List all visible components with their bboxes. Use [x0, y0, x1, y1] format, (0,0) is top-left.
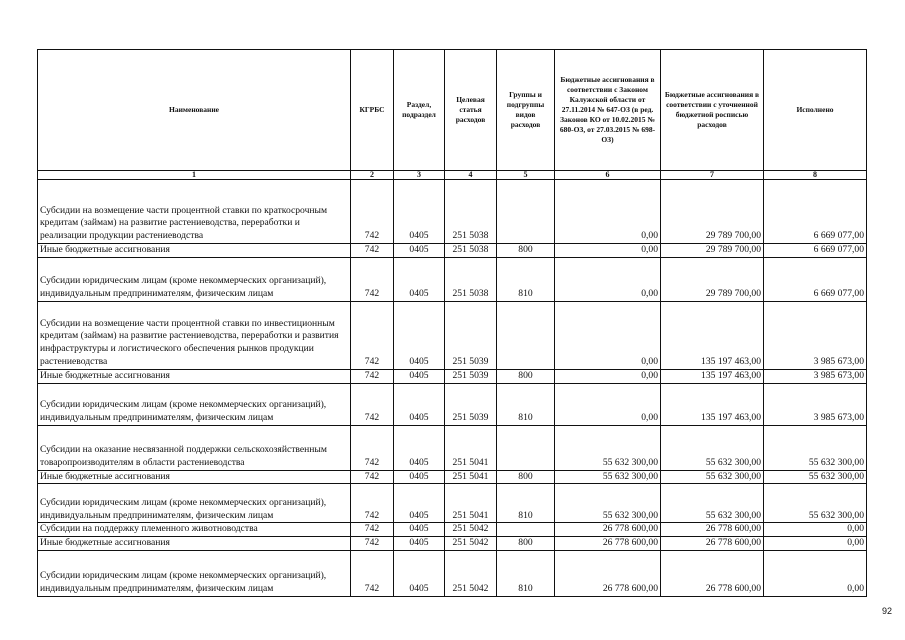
row-executed-amount: 55 632 300,00 — [764, 425, 867, 470]
row-executed-amount: 3 985 673,00 — [764, 369, 867, 383]
table-row — [38, 257, 867, 301]
row-executed-amount: 55 632 300,00 — [764, 470, 867, 484]
row-refined-amount: 26 778 600,00 — [661, 523, 764, 537]
row-name: Субсидии на поддержку племенного животноводства — [38, 523, 351, 537]
row-name: Субсидии юридическим лицам (кроме некоммерческих организаций), индивидуальным предпринимателям, физическим лицам — [38, 550, 351, 596]
row-section: 0405 — [394, 484, 445, 523]
row-target: 251 5038 — [445, 180, 497, 244]
table-row — [38, 301, 867, 369]
header-target: Целевая статья расходов — [445, 50, 497, 171]
row-executed-amount: 0,00 — [764, 550, 867, 596]
row-kgrbs: 742 — [351, 383, 394, 425]
row-group: 810 — [497, 383, 555, 425]
row-law-amount: 26 778 600,00 — [555, 550, 661, 596]
header-groups: Группы и подгруппы видов расходов — [497, 50, 555, 171]
row-law-amount: 55 632 300,00 — [555, 484, 661, 523]
row-refined-amount: 29 789 700,00 — [661, 244, 764, 258]
table-row — [38, 425, 867, 470]
row-section: 0405 — [394, 550, 445, 596]
table-row — [38, 369, 867, 383]
row-name: Иные бюджетные ассигнования — [38, 244, 351, 258]
row-name: Субсидии на оказание несвязанной поддержки сельскохозяйственным товаропроизводителям в области растениеводства — [38, 425, 351, 470]
row-executed-amount: 6 669 077,00 — [764, 257, 867, 301]
column-number-row — [38, 171, 867, 180]
header-executed: Исполнено — [764, 50, 867, 171]
row-target: 251 5041 — [445, 425, 497, 470]
row-executed-amount: 3 985 673,00 — [764, 301, 867, 369]
row-group: 800 — [497, 244, 555, 258]
row-target: 251 5039 — [445, 383, 497, 425]
row-refined-amount: 29 789 700,00 — [661, 257, 764, 301]
row-group — [497, 301, 555, 369]
header-section: Раздел, подраздел — [394, 50, 445, 171]
row-law-amount: 26 778 600,00 — [555, 523, 661, 537]
table-row — [38, 550, 867, 596]
row-section: 0405 — [394, 425, 445, 470]
column-number: 4 — [445, 171, 497, 180]
row-group: 810 — [497, 257, 555, 301]
row-section: 0405 — [394, 470, 445, 484]
row-section: 0405 — [394, 301, 445, 369]
column-number: 3 — [394, 171, 445, 180]
row-law-amount: 0,00 — [555, 383, 661, 425]
row-kgrbs: 742 — [351, 244, 394, 258]
row-refined-amount: 55 632 300,00 — [661, 425, 764, 470]
table-row — [38, 523, 867, 537]
table-row — [38, 470, 867, 484]
row-kgrbs: 742 — [351, 523, 394, 537]
row-refined-amount: 29 789 700,00 — [661, 180, 764, 244]
row-law-amount: 0,00 — [555, 369, 661, 383]
row-section: 0405 — [394, 523, 445, 537]
row-name: Иные бюджетные ассигнования — [38, 369, 351, 383]
row-kgrbs: 742 — [351, 484, 394, 523]
row-law-amount: 0,00 — [555, 244, 661, 258]
row-target: 251 5041 — [445, 470, 497, 484]
row-law-amount: 26 778 600,00 — [555, 537, 661, 551]
table-row — [38, 244, 867, 258]
row-refined-amount: 135 197 463,00 — [661, 369, 764, 383]
row-target: 251 5041 — [445, 484, 497, 523]
row-name: Субсидии юридическим лицам (кроме некоммерческих организаций), индивидуальным предпринимателям, физическим лицам — [38, 484, 351, 523]
row-refined-amount: 26 778 600,00 — [661, 550, 764, 596]
row-group: 810 — [497, 484, 555, 523]
header-row — [38, 50, 867, 171]
row-executed-amount: 0,00 — [764, 523, 867, 537]
row-target: 251 5042 — [445, 523, 497, 537]
column-number: 1 — [38, 171, 351, 180]
row-target: 251 5039 — [445, 301, 497, 369]
page-number: 92 — [882, 606, 893, 616]
row-kgrbs: 742 — [351, 550, 394, 596]
row-law-amount: 0,00 — [555, 180, 661, 244]
row-refined-amount: 55 632 300,00 — [661, 484, 764, 523]
row-executed-amount: 6 669 077,00 — [764, 180, 867, 244]
row-section: 0405 — [394, 369, 445, 383]
row-kgrbs: 742 — [351, 257, 394, 301]
row-kgrbs: 742 — [351, 180, 394, 244]
table-row — [38, 537, 867, 551]
column-number: 6 — [555, 171, 661, 180]
row-target: 251 5042 — [445, 537, 497, 551]
row-executed-amount: 3 985 673,00 — [764, 383, 867, 425]
row-law-amount: 55 632 300,00 — [555, 470, 661, 484]
header-kgrbs: КГРБС — [351, 50, 394, 171]
row-target: 251 5038 — [445, 257, 497, 301]
row-section: 0405 — [394, 180, 445, 244]
column-number: 5 — [497, 171, 555, 180]
row-name: Иные бюджетные ассигнования — [38, 537, 351, 551]
row-kgrbs: 742 — [351, 470, 394, 484]
header-law: Бюджетные ассигнования в соответствии с Законом Калужской области от 27.11.2014 № 647-ОЗ (в ред. Законов КО от 10.02.2015 № 680-ОЗ, от 27.03.2015 № 698-ОЗ) — [555, 50, 661, 171]
budget-table — [37, 49, 867, 597]
table-row — [38, 383, 867, 425]
row-target: 251 5039 — [445, 369, 497, 383]
row-law-amount: 0,00 — [555, 301, 661, 369]
row-law-amount: 55 632 300,00 — [555, 425, 661, 470]
row-refined-amount: 55 632 300,00 — [661, 470, 764, 484]
table-row — [38, 180, 867, 244]
column-number: 2 — [351, 171, 394, 180]
header-name: Наименование — [38, 50, 351, 171]
row-group — [497, 425, 555, 470]
table-row — [38, 484, 867, 523]
row-executed-amount: 55 632 300,00 — [764, 484, 867, 523]
row-group — [497, 180, 555, 244]
row-refined-amount: 135 197 463,00 — [661, 301, 764, 369]
row-section: 0405 — [394, 244, 445, 258]
row-section: 0405 — [394, 257, 445, 301]
row-group: 800 — [497, 537, 555, 551]
row-refined-amount: 26 778 600,00 — [661, 537, 764, 551]
row-name: Субсидии юридическим лицам (кроме некоммерческих организаций), индивидуальным предпринимателям, физическим лицам — [38, 257, 351, 301]
row-law-amount: 0,00 — [555, 257, 661, 301]
row-kgrbs: 742 — [351, 369, 394, 383]
row-kgrbs: 742 — [351, 425, 394, 470]
column-number: 7 — [661, 171, 764, 180]
row-group: 800 — [497, 369, 555, 383]
row-refined-amount: 135 197 463,00 — [661, 383, 764, 425]
row-name: Субсидии на возмещение части процентной ставки по инвестиционным кредитам (займам) на развитие растениеводства, переработки и развития инфраструктуры и логистического обеспечения рынков продукции растениеводства — [38, 301, 351, 369]
row-section: 0405 — [394, 537, 445, 551]
row-executed-amount: 0,00 — [764, 537, 867, 551]
row-target: 251 5042 — [445, 550, 497, 596]
row-executed-amount: 6 669 077,00 — [764, 244, 867, 258]
row-group: 810 — [497, 550, 555, 596]
row-kgrbs: 742 — [351, 537, 394, 551]
row-name: Субсидии на возмещение части процентной ставки по краткосрочным кредитам (займам) на развитие растениеводства, переработки и реализации продукции растениеводства — [38, 180, 351, 244]
header-refined: Бюджетные ассигнования в соответствии с уточненной бюджетной росписью расходов — [661, 50, 764, 171]
row-name: Иные бюджетные ассигнования — [38, 470, 351, 484]
row-target: 251 5038 — [445, 244, 497, 258]
row-section: 0405 — [394, 383, 445, 425]
row-group: 800 — [497, 470, 555, 484]
row-group — [497, 523, 555, 537]
column-number: 8 — [764, 171, 867, 180]
row-name: Субсидии юридическим лицам (кроме некоммерческих организаций), индивидуальным предпринимателям, физическим лицам — [38, 383, 351, 425]
row-kgrbs: 742 — [351, 301, 394, 369]
